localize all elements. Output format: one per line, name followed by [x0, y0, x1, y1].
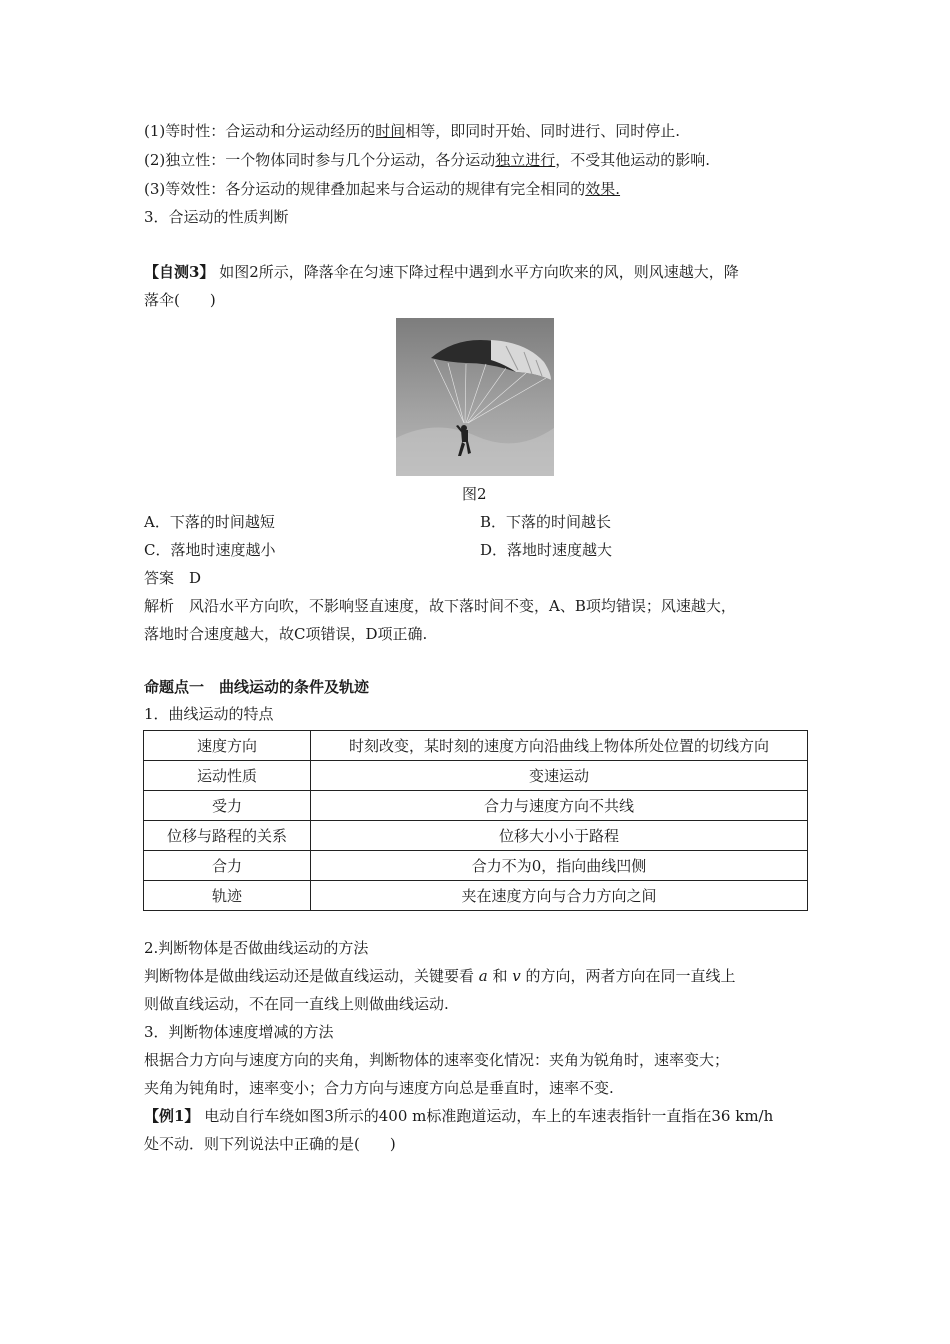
sub2-line1: 判断物体是做曲线运动还是做直线运动，关键要看 a 和 v 的方向，两者方向在同一直线上	[144, 967, 736, 985]
table-key: 轨迹	[144, 881, 311, 911]
table-value: 合力与速度方向不共线	[311, 791, 808, 821]
table-value: 时刻改变，某时刻的速度方向沿曲线上物体所处位置的切线方向	[311, 731, 808, 761]
self-test-label: 【自测3】	[144, 263, 215, 281]
figure-caption: 图2	[462, 485, 487, 503]
analysis-line1: 解析 风沿水平方向吹，不影响竖直速度，故下落时间不变，A、B项均错误；风速越大，	[144, 597, 736, 615]
section3-title: 3．合运动的性质判断	[144, 208, 289, 226]
parachute-photo	[396, 318, 554, 476]
table-key: 运动性质	[144, 761, 311, 791]
table-key: 位移与路程的关系	[144, 821, 311, 851]
option-b: B．下落的时间越长	[480, 513, 612, 531]
sub3-title: 3．判断物体速度增减的方法	[144, 1023, 334, 1041]
table-row	[144, 851, 808, 881]
table-row	[144, 881, 808, 911]
underline-effect: 效果.	[585, 180, 621, 198]
sub1-title: 1．曲线运动的特点	[144, 705, 274, 723]
point-independence: (2)独立性：一个物体同时参与几个分运动，各分运动独立进行，不受其他运动的影响.	[144, 151, 711, 169]
underline-time: 时间	[375, 122, 406, 140]
curve-motion-table	[143, 730, 808, 911]
table-row	[144, 761, 808, 791]
underline-independent: 独立进行	[495, 151, 556, 169]
table-value: 位移大小小于路程	[311, 821, 808, 851]
example-label: 【例1】	[144, 1107, 200, 1125]
analysis-line2: 落地时合速度越大，故C项错误，D项正确.	[144, 625, 428, 643]
example-question-cont: 处不动．则下列说法中正确的是( )	[144, 1135, 396, 1153]
sub3-line2: 夹角为钝角时，速率变小；合力方向与速度方向总是垂直时，速率不变.	[144, 1079, 614, 1097]
table-key: 合力	[144, 851, 311, 881]
self-test-question: 【自测3】 如图2所示，降落伞在匀速下降过程中遇到水平方向吹来的风，则风速越大，降	[144, 263, 739, 281]
example-question: 【例1】 电动自行车绕如图3所示的400 m标准跑道运动，车上的车速表指针一直指在36 km/h	[144, 1107, 774, 1125]
var-v: v	[512, 967, 521, 985]
option-a: A．下落的时间越短	[144, 513, 275, 531]
answer: 答案 D	[144, 569, 202, 587]
table-value: 合力不为0，指向曲线凹侧	[311, 851, 808, 881]
table-row	[144, 821, 808, 851]
table-row	[144, 791, 808, 821]
table-row	[144, 731, 808, 761]
topic-heading: 命题点一 曲线运动的条件及轨迹	[144, 678, 370, 696]
sub2-line2: 则做直线运动，不在同一直线上则做曲线运动.	[144, 995, 449, 1013]
table-key: 速度方向	[144, 731, 311, 761]
sub2-title: 2.判断物体是否做曲线运动的方法	[144, 939, 369, 957]
point-simultaneity: (1)等时性：合运动和分运动经历的时间相等，即同时开始、同时进行、同时停止.	[144, 122, 681, 140]
sub3-line1: 根据合力方向与速度方向的夹角，判断物体的速率变化情况：夹角为锐角时，速率变大；	[144, 1051, 730, 1069]
option-c: C．落地时速度越小	[144, 541, 276, 559]
table-value: 夹在速度方向与合力方向之间	[311, 881, 808, 911]
var-a: a	[478, 967, 488, 985]
self-test-question-cont: 落伞( )	[144, 291, 216, 309]
table-value: 变速运动	[311, 761, 808, 791]
point-equivalence: (3)等效性：各分运动的规律叠加起来与合运动的规律有完全相同的效果.	[144, 180, 621, 198]
option-d: D．落地时速度越大	[480, 541, 613, 559]
table-key: 受力	[144, 791, 311, 821]
